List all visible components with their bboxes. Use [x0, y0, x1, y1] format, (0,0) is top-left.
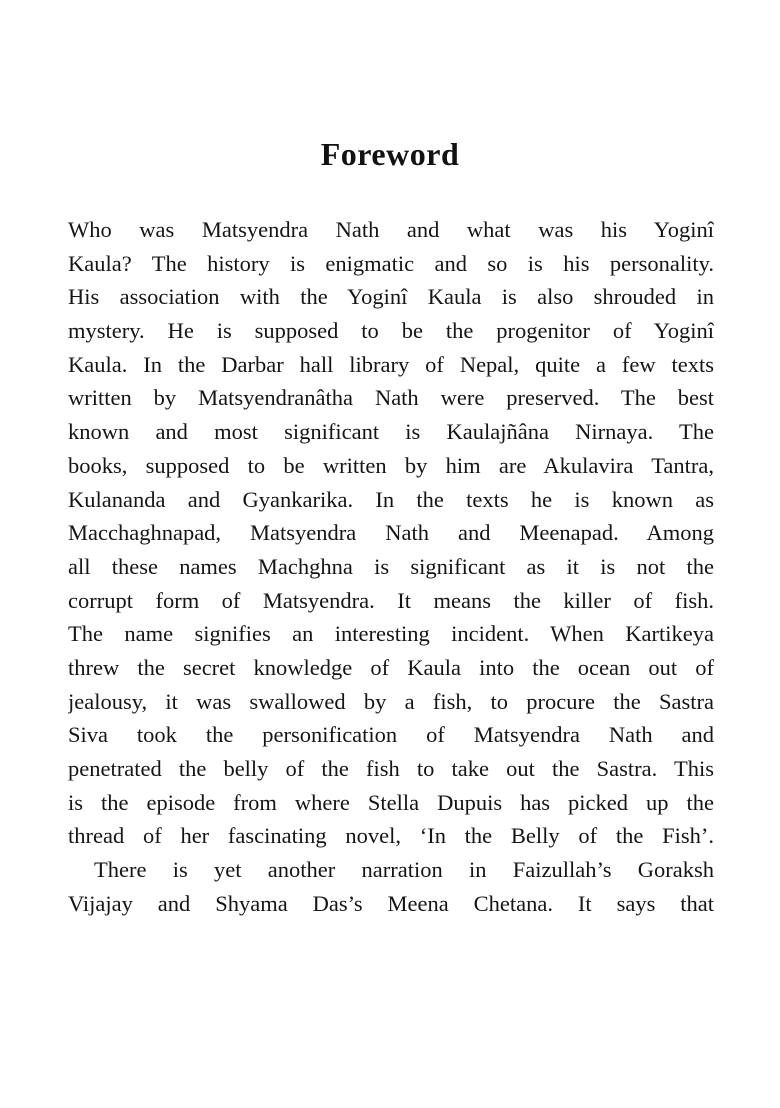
text-line: all these names Machghna is significant as it is not the	[68, 553, 714, 579]
page-title: Foreword	[320, 136, 460, 172]
text-line: Kaula? The history is enigmatic and so is his personality.	[68, 250, 714, 276]
text-line: written by Matsyendranâtha Nath were preserved. The best	[68, 385, 714, 411]
text-line: His association with the Yoginî Kaula is also shrouded in	[68, 284, 714, 310]
text-line: The name signifies an interesting incident. When Kartikeya	[68, 621, 714, 647]
text-line: Kulananda and Gyankarika. In the texts he is known as	[68, 486, 714, 512]
text-line: is the episode from where Stella Dupuis has picked up the	[68, 789, 714, 815]
text-line: jealousy, it was swallowed by a fish, to procure the Sastra	[68, 688, 714, 714]
text-line: Macchaghnapad, Matsyendra Nath and Meenapad. Among	[68, 520, 714, 546]
text-line: Kaula. In the Darbar hall library of Nepal, quite a few texts	[68, 351, 714, 377]
foreword-text-block	[68, 213, 714, 920]
text-line: threw the secret knowledge of Kaula into the ocean out of	[68, 654, 714, 680]
text-line: There is yet another narration in Faizullah’s Goraksh	[94, 857, 714, 883]
text-line: mystery. He is supposed to be the progenitor of Yoginî	[68, 318, 714, 344]
text-line: corrupt form of Matsyendra. It means the killer of fish.	[68, 587, 714, 613]
text-line: thread of her fascinating novel, ‘In the Belly of the Fish’.	[68, 823, 714, 849]
text-line: Who was Matsyendra Nath and what was his Yoginî	[68, 217, 714, 242]
text-line: Siva took the personification of Matsyendra Nath and	[68, 722, 714, 748]
text-line: Vijajay and Shyama Das’s Meena Chetana. It says that	[68, 890, 714, 916]
text-line: books, supposed to be written by him are Akulavira Tantra,	[68, 452, 714, 478]
text-line: penetrated the belly of the fish to take out the Sastra. This	[68, 756, 714, 781]
text-line: known and most significant is Kaulajñâna Nirnaya. The	[68, 419, 714, 445]
